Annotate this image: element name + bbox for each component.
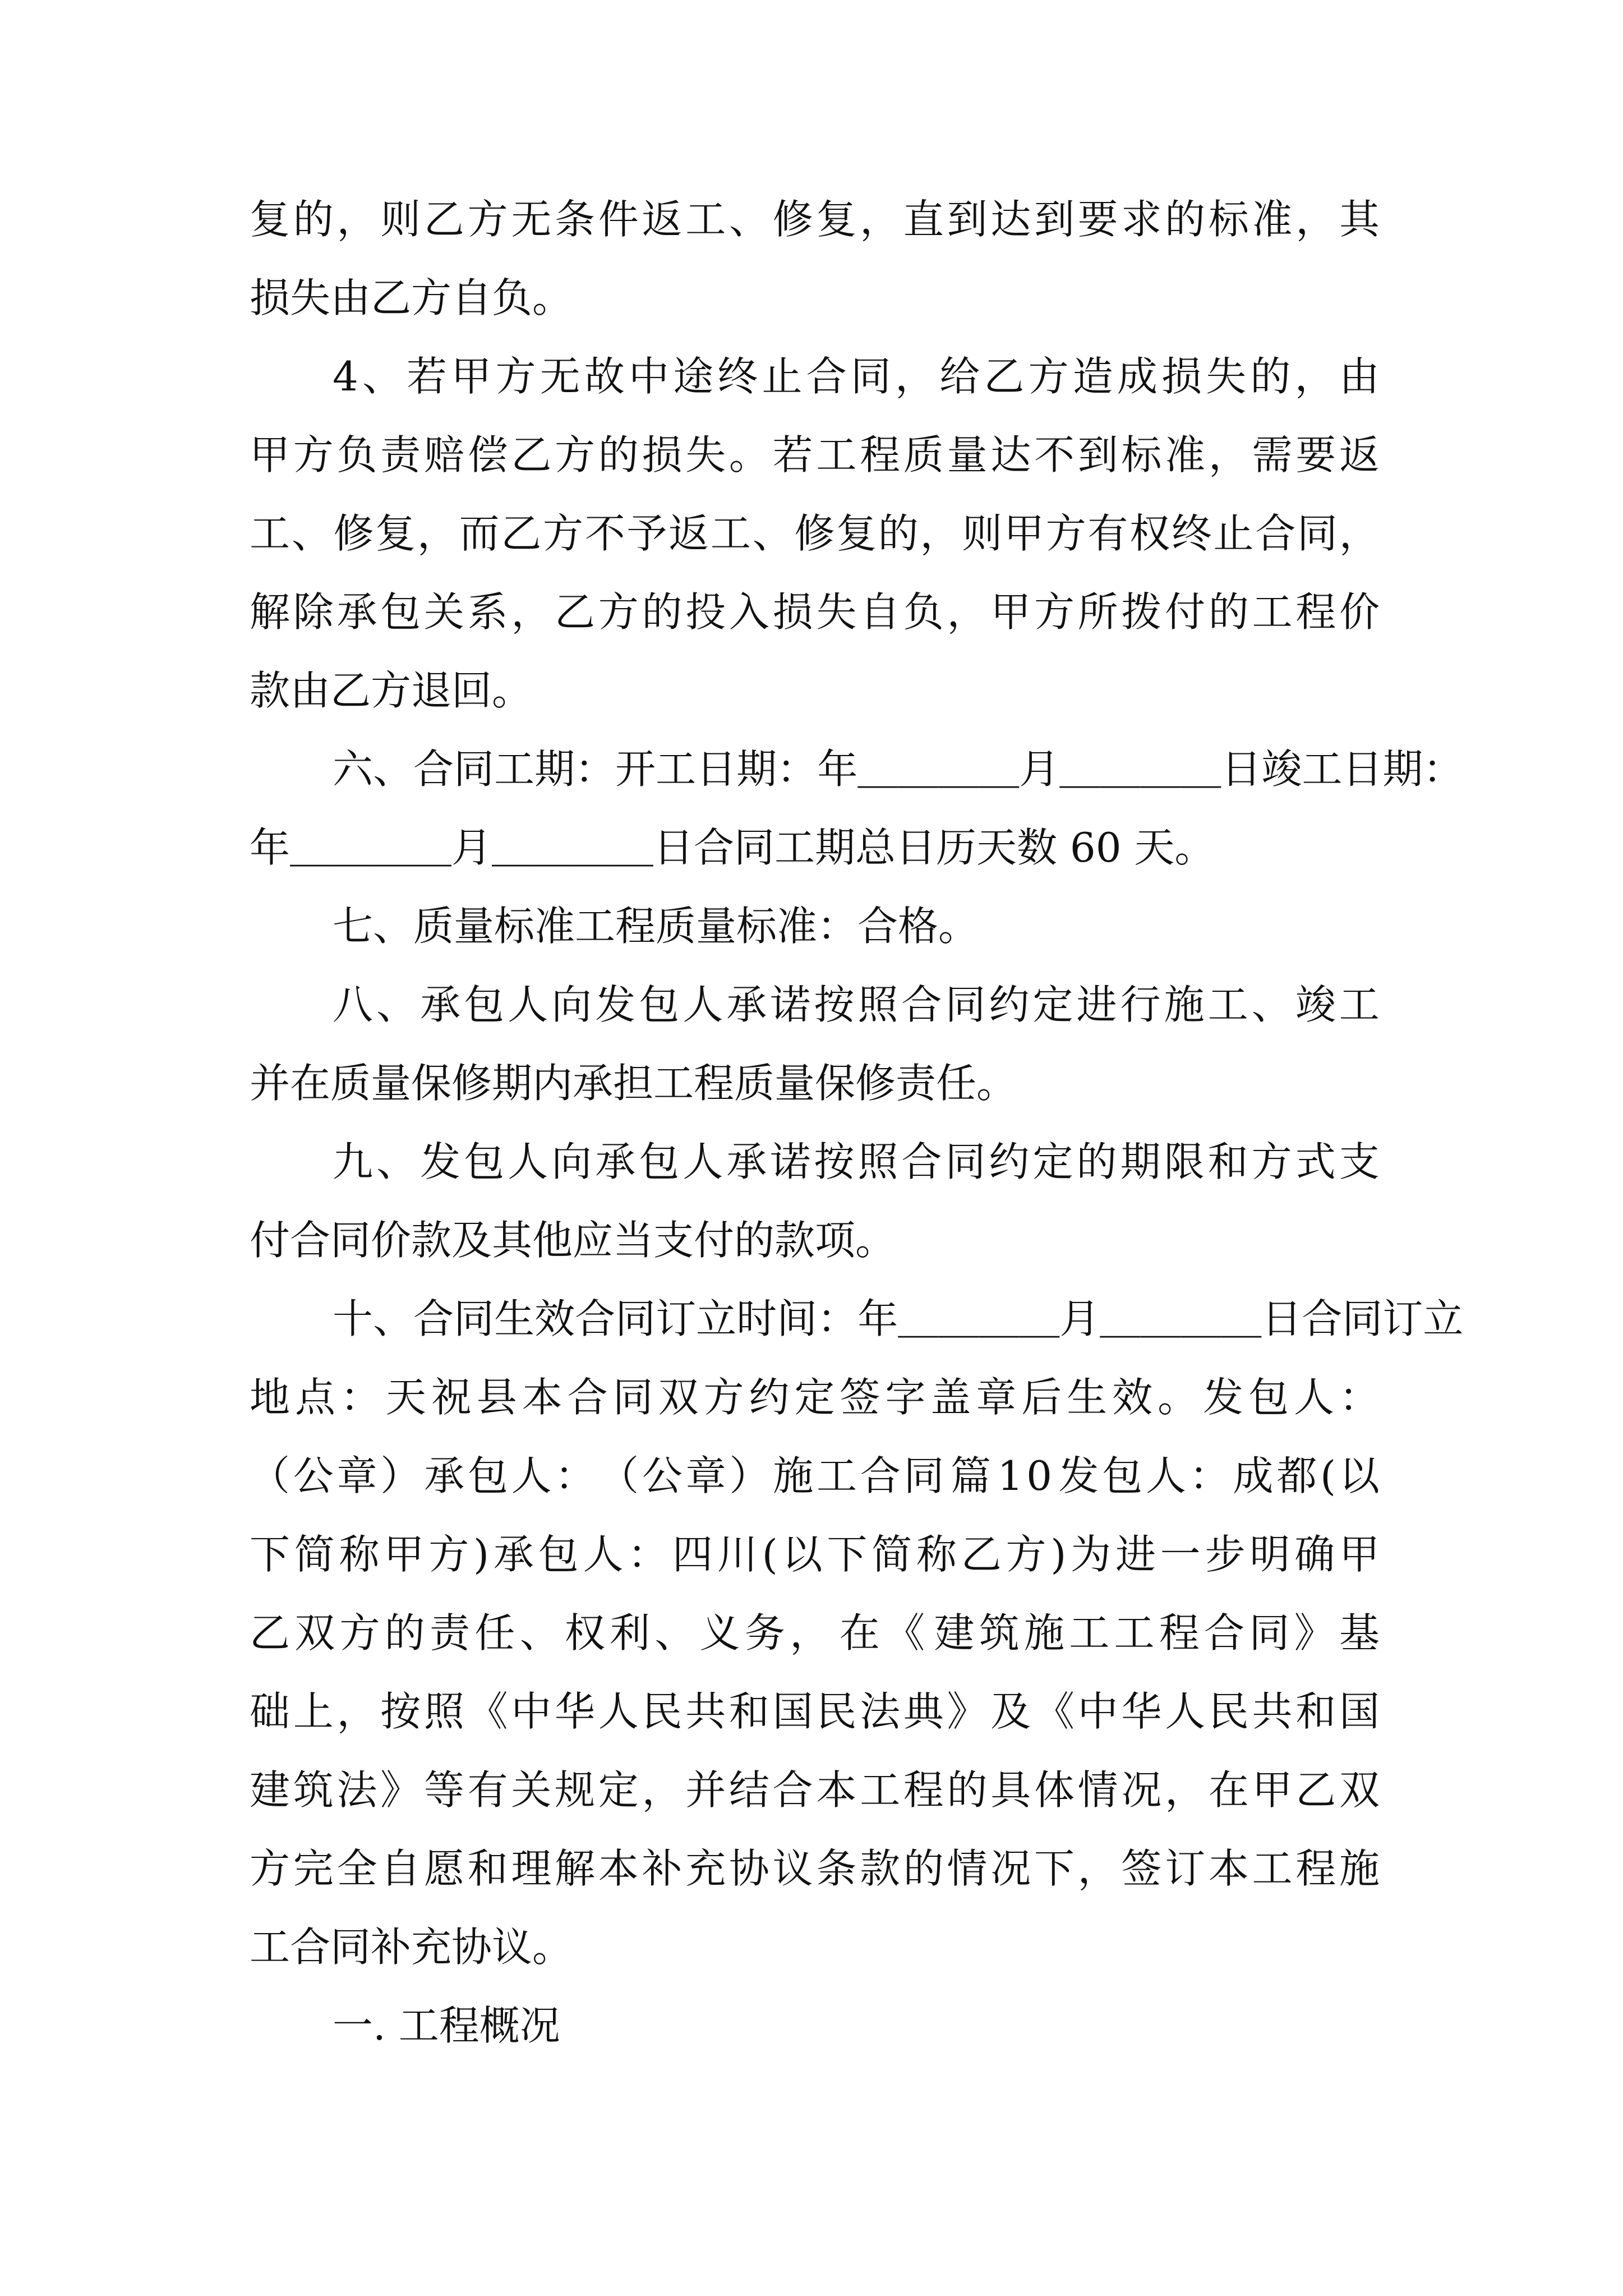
text-line: （ 公 章 ） 承 包 人 ： （ 公 章 ） 施 工 合 同 篇 1 0 发 包 人 ： 成 都 ( 以 xyxy=(250,1452,1380,1499)
text-line: 地 点 ： 天 祝 县 本 合 同 双 方 约 定 签 字 盖 章 后 生 效 。 发 包 人 ： xyxy=(250,1374,1380,1421)
text-line: 4 、 若 甲 方 无 故 中 途 终 止 合 同 ， 给 乙 方 造 成 损 失 的 ， 由 xyxy=(333,353,1380,400)
text-line: 础 上 ， 按 照 《 中 华 人 民 共 和 国 民 法 典 》 及 《 中 华 人 民 共 和 国 xyxy=(250,1688,1380,1735)
text-line: 复 的 ， 则 乙 方 无 条 件 返 工 、 修 复 ， 直 到 达 到 要 求 的 标 准 ， 其 xyxy=(250,196,1380,243)
text-line: 款由乙方退回。 xyxy=(250,667,533,714)
text-line: 八 、 承 包 人 向 发 包 人 承 诺 按 照 合 同 约 定 进 行 施 工 、 竣 工 xyxy=(333,981,1380,1028)
text-line: 建 筑 法 》 等 有 关 规 定 ， 并 结 合 本 工 程 的 具 体 情 况 ， 在 甲 乙 双 xyxy=(250,1766,1380,1814)
text-line: 九 、 发 包 人 向 承 包 人 承 诺 按 照 合 同 约 定 的 期 限 和 方 式 支 xyxy=(333,1138,1380,1185)
text-line: 工合同补充协议。 xyxy=(250,1924,573,1971)
document-page xyxy=(250,194,1464,2051)
text-line: 工 、 修 复 ， 而 乙 方 不 予 返 工 、 修 复 的 ， 则 甲 方 有 权 终 止 合 同 ， xyxy=(250,510,1380,557)
text-line: 付合同价款及其他应当支付的款项。 xyxy=(250,1217,896,1264)
text-line: 六 、 合 同 工 期 ： 开 工 日 期 ： 年 ＿ ＿ ＿ ＿ 月 ＿ ＿ ＿ ＿ 日 竣 工 日 期 ： xyxy=(333,746,1464,793)
text-line: 并在质量保修期内承担工程质量保修责任。 xyxy=(250,1060,1017,1107)
text-line: 解 除 承 包 关 系 ， 乙 方 的 投 入 损 失 自 负 ， 甲 方 所 拨 付 的 工 程 价 xyxy=(250,588,1380,636)
text-line: 甲 方 负 责 赔 偿 乙 方 的 损 失 。 若 工 程 质 量 达 不 到 标 准 ， 需 要 返 xyxy=(250,431,1380,478)
text-line: 方 完 全 自 愿 和 理 解 本 补 充 协 议 条 款 的 情 况 下 ， 签 订 本 工 程 施 xyxy=(250,1845,1380,1892)
text-line: 年＿＿＿＿月＿＿＿＿日合同工期总日历天数 60 天。 xyxy=(250,824,1215,871)
text-line: 下 简 称 甲 方 ) 承 包 人 ： 四 川 ( 以 下 简 称 乙 方 ) 为 进 一 步 明 确 甲 xyxy=(250,1531,1380,1578)
text-line: 损失由乙方自负。 xyxy=(250,274,573,321)
text-line: 七、质量标准工程质量标准：合格。 xyxy=(333,903,979,950)
text-line: 十 、 合 同 生 效 合 同 订 立 时 间 ： 年 ＿ ＿ ＿ ＿ 月 ＿ ＿ ＿ ＿ 日 合 同 订 立 xyxy=(333,1295,1464,1342)
text-line: 一. 工程概况 xyxy=(333,2002,560,2049)
text-line: 乙 双 方 的 责 任 、 权 利 、 义 务 ， 在 《 建 筑 施 工 工 程 合 同 》 基 xyxy=(250,1609,1380,1657)
